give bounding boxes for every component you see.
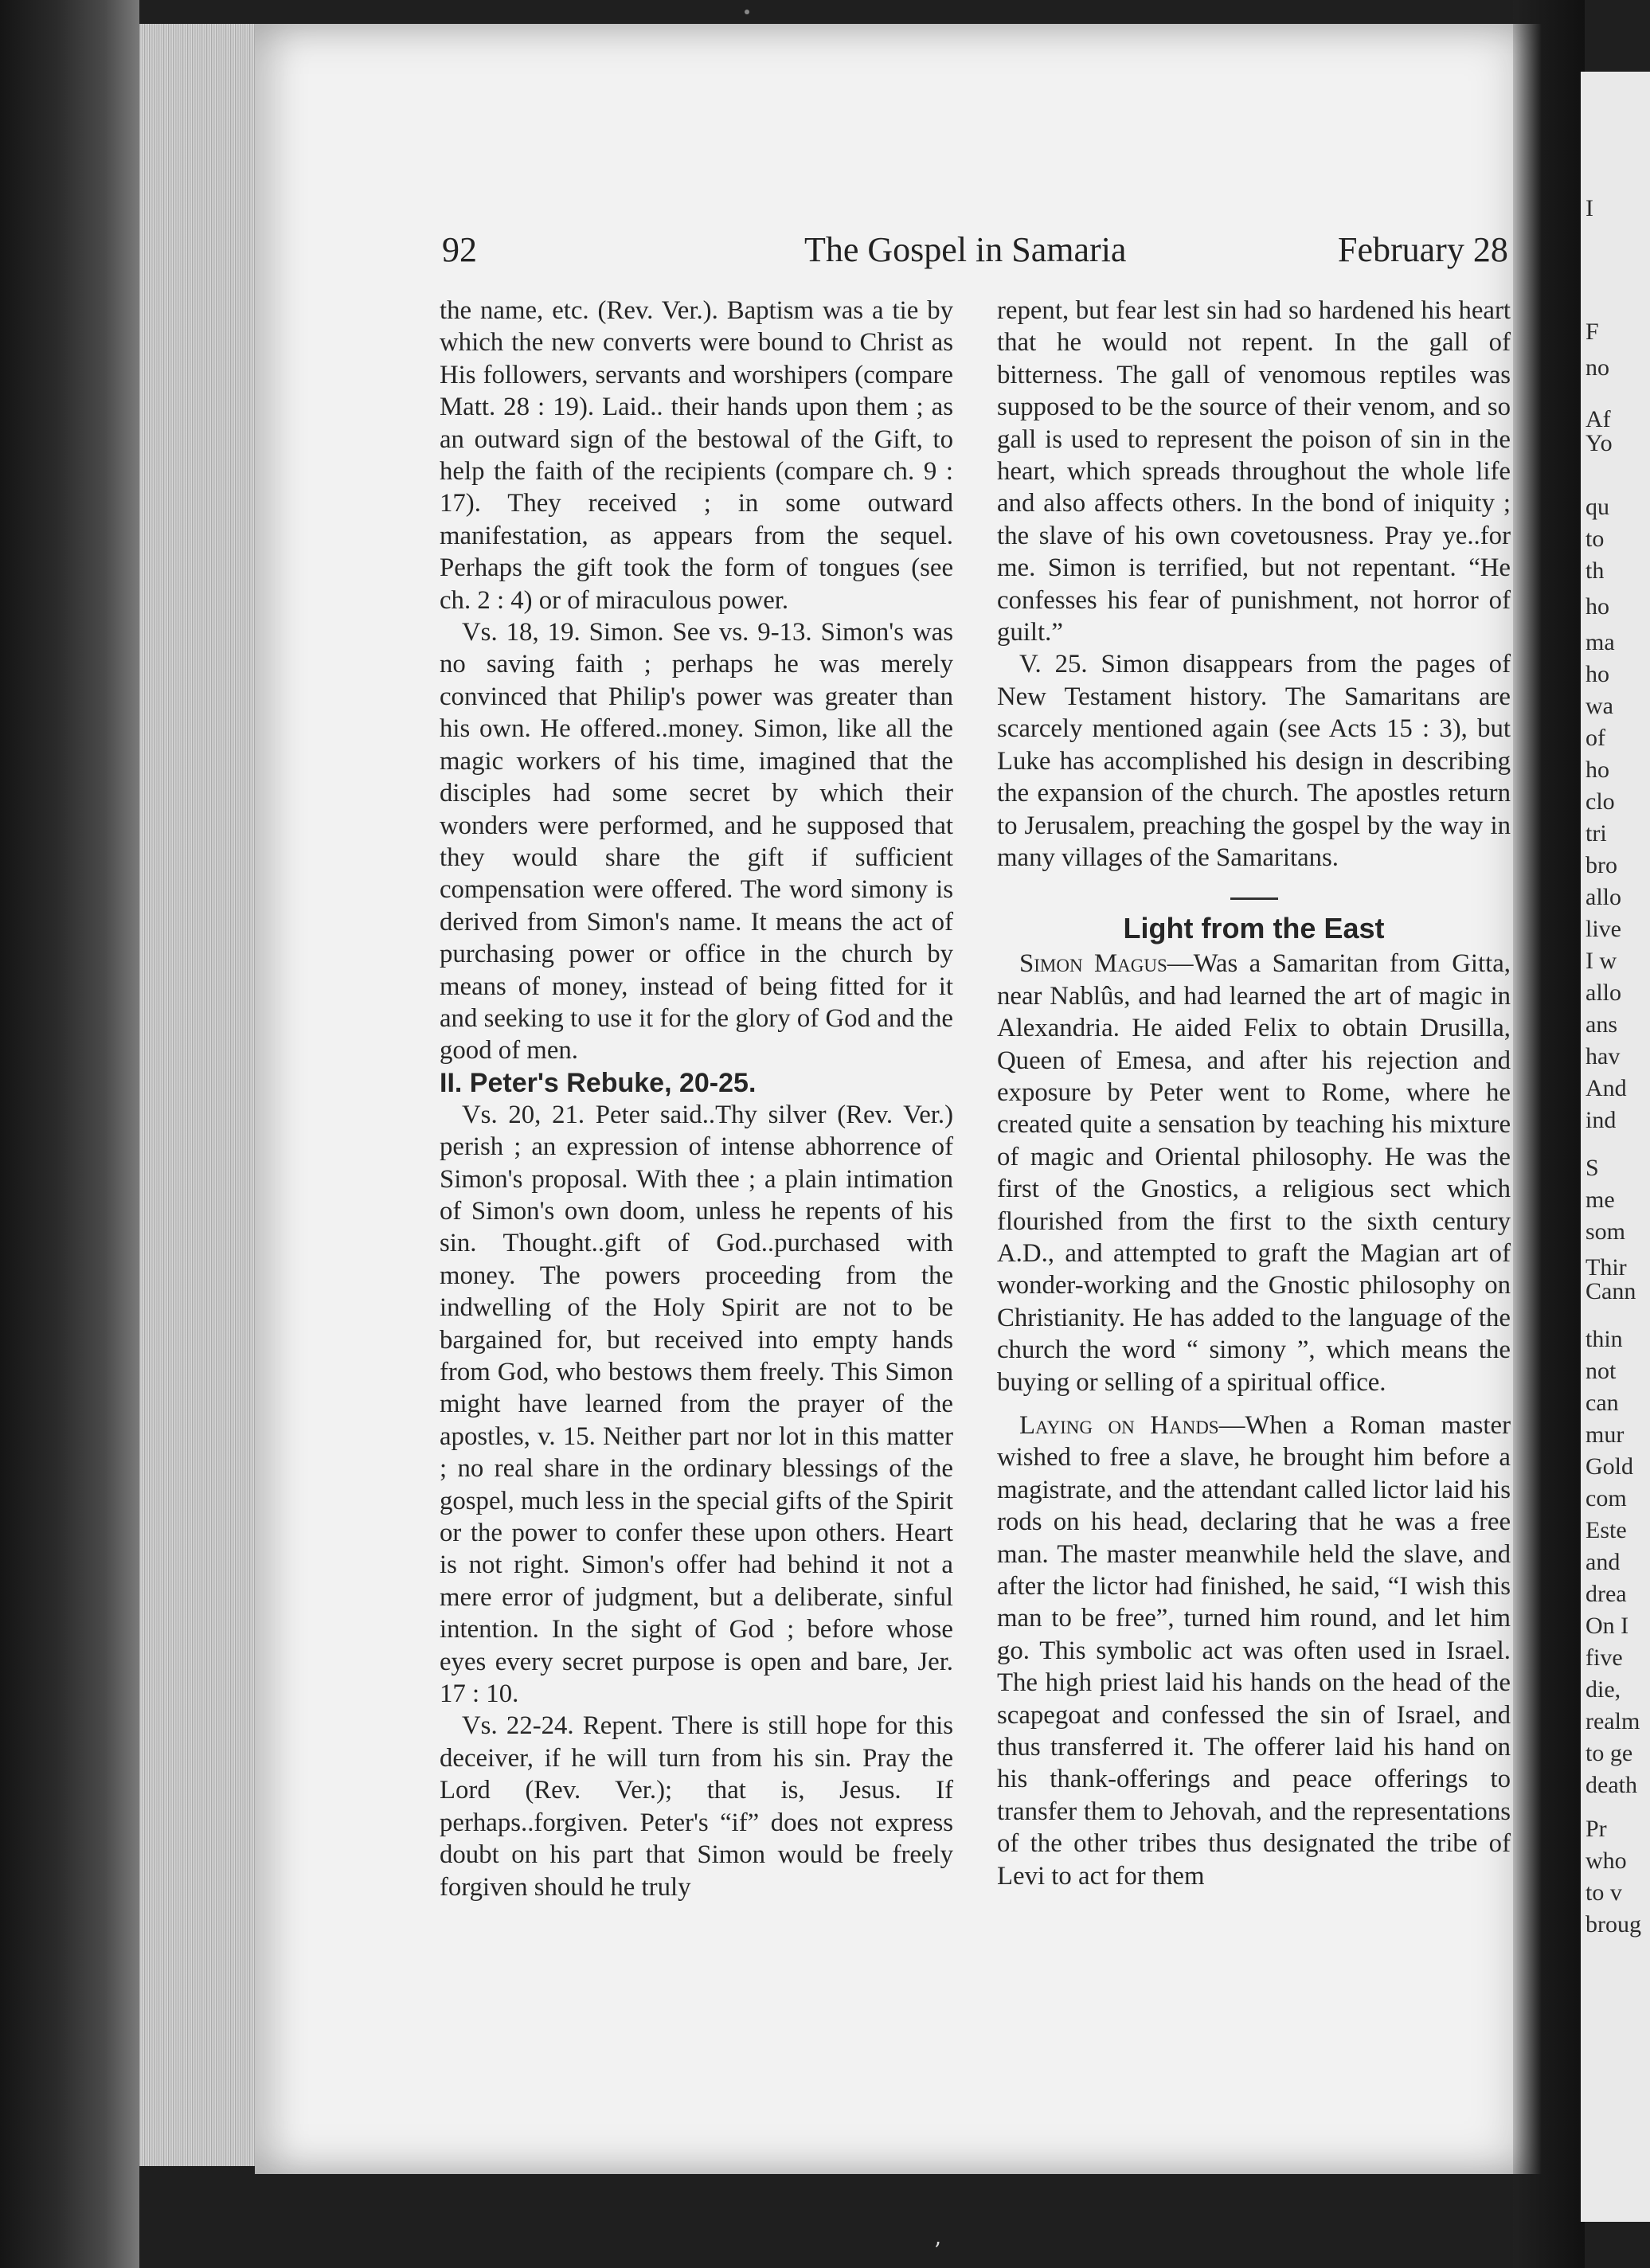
facing-page-text-fragment: clo [1585,788,1615,815]
facing-page-text-fragment: I w [1585,948,1617,974]
facing-page-text-fragment: can [1585,1390,1619,1416]
right-column [997,295,1511,1892]
facing-page-fragment [1581,72,1650,2222]
facing-page-text-fragment: And [1585,1075,1627,1101]
facing-page-text-fragment: bro [1585,852,1617,878]
facing-page-text-fragment: who [1585,1848,1627,1874]
facing-page-text-fragment: allo [1585,980,1621,1006]
entry-title: Laying on Hands [1019,1411,1219,1440]
entry-title: Simon Magus [1019,949,1167,979]
entry-body: —Was a Samaritan from Gitta, near Nablûs, and had learned the art of magic in Alexandria. He aided Felix to obtain Drusilla, Queen of Emesa, and after his rejection and exposure by Peter went to Rome, where he created quite a sensation by teaching his mixture of magic and Oriental philosophy. He was the first of the Gnostics, a religious sect which flourished from the first to the sixth century A.D., and attempted to graft the Magian art of wonder-working and the Gnostic philosophy on Christianity. He has added to the language of the church the word “ simony ”, which means the buying or selling of a spiritual office. [997,949,1511,1397]
facing-page-text-fragment: ind [1585,1107,1617,1133]
facing-page-text-fragment: allo [1585,884,1621,910]
facing-page-text-fragment: thin [1585,1326,1623,1352]
paragraph: Vs. 18, 19. Simon. See vs. 9-13. Simon's was no saving faith ; perhaps he was merely convinced that Philip's power was greater than his own. He offered..money. Simon, like all the magic workers of his time, imagined that the disciples had some secret by which their wonders were performed, and he supposed that they would share the gift if sufficient compensation were offered. The word simony is derived from Simon's name. It means the act of purchasing power or office in the church by means of money, instead of being fitted for it and seeking to use it for the glory of God and the good of men. [440,618,953,1066]
facing-page-text-fragment: I [1585,195,1593,221]
facing-page-text-fragment: die, [1585,1676,1621,1703]
page-stack-edges [139,24,259,2166]
facing-page-text-fragment: Pr [1585,1816,1607,1842]
facing-page-text-fragment: F [1585,319,1599,345]
paragraph [997,1410,1511,1892]
facing-page-text-fragment: hav [1585,1043,1621,1069]
facing-page-text-fragment: broug [1585,1911,1641,1938]
facing-page-text-fragment: me [1585,1187,1615,1213]
paragraph: Vs. 20, 21. Peter said..Thy silver (Rev. Ver.) perish ; an expression of intense abhorrence of Simon's proposal. With thee ; a plain intimation of Simon's own doom, unless he repents of his sin. Thought..gift of God..purchased with money. The powers proceeding from the indwelling of the Holy Spirit are not to be bargained for, but received into empty hands from God, who bestows them freely. This Simon might have learned from the prayer of the apostles, v. 15. Neither part nor lot in this matter ; no real share in the ordinary blessings of the gospel, much less in the special gifts of the Spirit or the power to confer these upon others. Heart is not right. Simon's offer had behind it not a mere error of judgment, but a deliberate, sinful intention. In the sight of God ; before whose eyes every secret purpose is open and bare, Jer. 17 : 10. [440,1100,953,1709]
section-divider [1230,897,1278,900]
facing-page-text-fragment: drea [1585,1581,1627,1607]
book-edge-shadow [0,0,139,2268]
paragraph: Vs. 22-24. Repent. There is still hope for this deceiver, if he will turn from his sin. Pray the Lord (Rev. Ver.); that is, Jesus. If perhaps..forgiven. Peter's “if” does not express doubt on his part that Simon would be freely forgiven should he truly [440,1711,953,1902]
facing-page-text-fragment: Yo [1585,430,1613,456]
running-title: The Gospel in Samaria [804,230,1127,269]
book-gutter [1513,0,1585,2268]
facing-page-text-fragment: live [1585,916,1621,942]
facing-page-text-fragment: Thir [1585,1254,1627,1281]
facing-page-text-fragment: five [1585,1644,1623,1671]
facing-page-text-fragment: not [1585,1358,1617,1384]
facing-page-text-fragment: Este [1585,1517,1627,1543]
facing-page-text-fragment: ma [1585,629,1615,655]
facing-page-text-fragment: tri [1585,820,1607,847]
facing-page-text-fragment: and [1585,1549,1621,1575]
facing-page-text-fragment: to v [1585,1879,1622,1906]
facing-page-text-fragment: ans [1585,1011,1617,1038]
facing-page-text-fragment: of [1585,725,1605,751]
section-heading: Light from the East [1123,912,1385,945]
facing-page-text-fragment: realm [1585,1708,1640,1734]
facing-page-text-fragment: som [1585,1218,1626,1245]
facing-page-text-fragment: to [1585,526,1605,552]
facing-page-text-fragment: com [1585,1485,1627,1511]
facing-page-text-fragment: qu [1585,494,1609,520]
facing-page-text-fragment: ho [1585,593,1609,620]
paragraph [997,948,1511,1398]
facing-page-text-fragment: mur [1585,1421,1625,1448]
facing-page-text-fragment: to ge [1585,1740,1633,1766]
facing-page-text-fragment: On I [1585,1613,1629,1639]
facing-page-text-fragment: no [1585,354,1609,381]
lesson-date: February 28 [1338,230,1508,269]
running-header [0,229,1650,277]
facing-page-text-fragment: Gold [1585,1453,1633,1480]
section-heading: II. Peter's Rebuke, 20-25. [440,1067,757,1098]
paragraph: the name, etc. (Rev. Ver.). Baptism was a tie by which the new converts were bound to Christ as His followers, servants and worshipers (compare Matt. 28 : 19). Laid.. their hands upon them ; as an outward sign of the bestowal of the Gift, to help the faith of the recipients (compare ch. 9 : 17). They received ; in some outward manifestation, as appears from the sequel. Perhaps the gift took the form of tongues (see ch. 2 : 4) or of miraculous power. [440,296,953,615]
facing-page-text-fragment: ho [1585,757,1609,783]
paragraph: repent, but fear lest sin had so hardened his heart that he would not repent. In the gall of bitterness. The gall of venomous reptiles was supposed to be the source of their venom, and so gall is used to represent the poison of sin in the heart, which spreads throughout the whole life and also affects others. In the bond of iniquity ; the slave of his own covetousness. Pray ye..for me. Simon is terrified, but not repentant. “He confesses his fear of punishment, not horror of guilt.” [997,296,1511,647]
left-column [440,295,953,1903]
facing-page-text-fragment: ho [1585,661,1609,687]
facing-page-text-fragment: S [1585,1155,1599,1181]
page-number: 92 [442,230,477,269]
scan-mark: ʼ [933,2238,940,2264]
facing-page-text-fragment: death [1585,1772,1637,1798]
facing-page-text-fragment: wa [1585,693,1613,719]
scan-speck [745,10,749,14]
facing-page-text-fragment: th [1585,557,1605,584]
entry-body: —When a Roman master wished to free a slave, he brought him before a magistrate, and the attendant called lictor laid his rods on his head, declaring that he was a free man. The master meanwhile held the slave, and after the lictor had finished, he said, “I wish this man to be free”, turned him round, and let him go. This symbolic act was often used in Israel. The high priest laid his hands on the head of the scapegoat and confessed the sin of Israel, and thus transferred it. The offerer laid his hand on his thank-offerings and peace offerings to transfer them to Jehovah, and the representations of the other tribes thus designated the tribe of Levi to act for them [997,1411,1511,1891]
facing-page-text-fragment: Cann [1585,1278,1636,1304]
facing-page-text-fragment: Af [1585,406,1611,432]
paragraph: V. 25. Simon disappears from the pages of New Testament history. The Samaritans are scarcely mentioned again (see Acts 15 : 3), but Luke has accomplished his design in describing the expansion of the church. The apostles return to Jerusalem, preaching the gospel by the way in many villages of the Samaritans. [997,650,1511,872]
